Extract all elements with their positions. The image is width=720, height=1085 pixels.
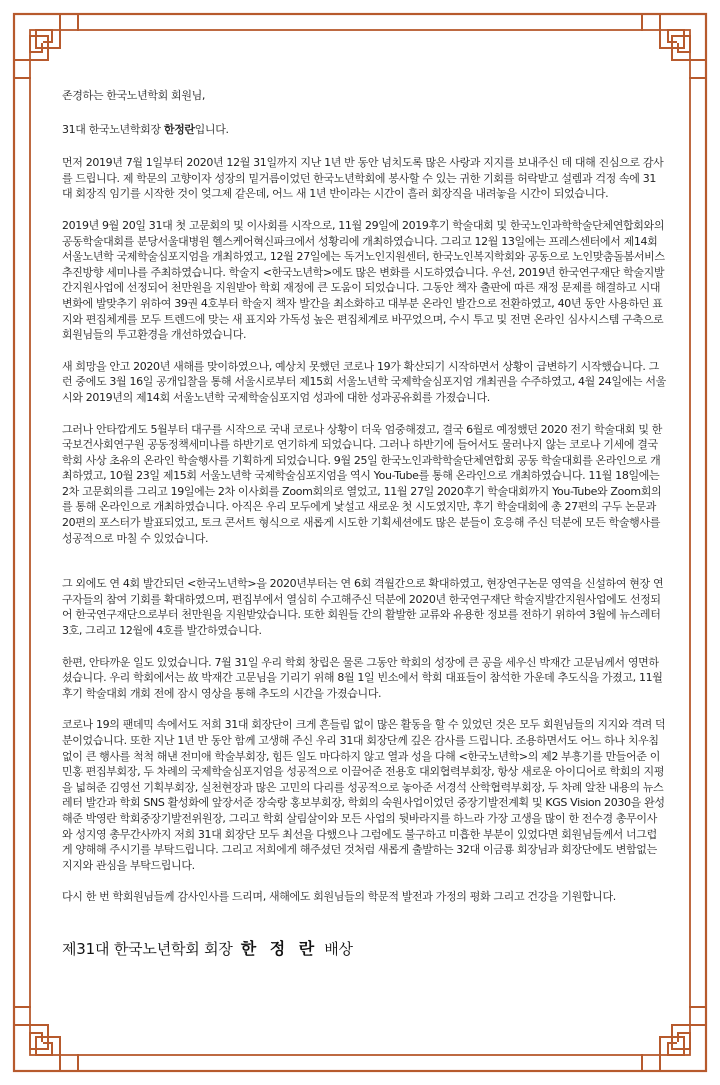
paragraph-3: 새 희망을 안고 2020년 새해를 맞이하였으나, 예상치 못했던 코로나 19가 확산되기 시작하면서 상황이 급변하기 시작했습니다. 그런 중에도 3월 16일 공개입찰을 통해 서울시로부터 제15회 서울노년학 국제학술심포지엄 개최권을 수주하였고, 4월 24일에는 서울시와 2019년의 제14회 서울노년학 국제학술심포지엄 성과에 대한 성과공유회를 가졌습니다.: [62, 359, 666, 404]
paragraph-1: 먼저 2019년 7월 1일부터 2020년 12월 31일까지 지난 1년 반 동안 넘치도록 많은 사랑과 지지를 보내주신 데 대해 진심으로 감사를 드립니다. 제 학문의 고향이자 성장의 밑거름이었던 한국노년학회에 봉사할 수 있는 귀한 기회를 허락받고 설렘과 걱정 속에 31대 회장직 임기를 시작한 것이 엊그제 같은데, 어느 새 1년 반이라는 시간이 흘러 회장직을 내려놓을 시간이 되었습니다.: [62, 156, 664, 201]
signature-name: 한 정 란: [240, 938, 319, 958]
corner-ornament-top-right: [642, 14, 706, 78]
closing-line: 다시 한 번 학회원님들께 감사인사를 드리며, 새해에도 회원님들의 학문적 발전과 가정의 평화 그리고 건강을 기원합니다.: [62, 890, 616, 904]
president-name: 한정란: [163, 122, 195, 136]
paragraph-5: 그 외에도 연 4회 발간되던 <한국노년학>을 2020년부터는 연 6회 격월간으로 확대하였고, 현장연구논문 영역을 신설하여 현장 연구자들의 참여 기회를 확대하였으며, 편집부에서 열심히 수고해주신 덕분에 2020년 한국연구재단 학술지발간지원사업에도 선정되어 한국연구재단으로부터 천만원을 지원받았습니다. 또한 회원들 간의 활발한 교류와 유용한 정보를 전하기 위하여 3월에 뉴스레터 3호, 그리고 12월에 4호를 발간하였습니다.: [62, 577, 664, 638]
paragraph-7: 코로나 19의 팬데믹 속에서도 저희 31대 회장단이 크게 흔들림 없이 많은 활동을 할 수 있었던 것은 모두 회원님들의 지지와 격려 덕분이었습니다. 또한 지난 1년 반 동안 함께 고생해 주신 우리 31대 회장단께 깊은 감사를 드립니다. 조용하면서도 어느 하나 치우침 없이 큰 행사를 척척 해낸 전미애 학술부회장, 힘든 일도 마다하지 않고 열과 성을 다해 <한국노년학>의 제2 부흥기를 만들어준 이민홍 편집부회장, 두 차례의 국제학술심포지엄을 성공적으로 이끌어준 전용호 대외협력부회장, 항상 새로운 아이디어로 학회의 지평을 넓혀준 김영선 기획부회장, 실천현장과 많은 고민의 다리를 성공적으로 놓아준 서경석 산학협력부회장, 두 차례 알찬 내용의 뉴스레터 발간과 학회 SNS 활성화에 앞장서준 장숙랑 홍보부회장, 학회의 숙원사업이었던 중장기발전계획 및 KGS Vision 2030을 완성해준 박영란 학회중장기발전위원장, 그리고 학회 살림살이와 모든 사업의 뒷바라지를 하느라 가장 고생을 많이 한 전수경 총무이사와 성지영 총무간사까지 저희 31대 회장단 모두 최선을 다했으나 그럼에도 불구하고 미흡한 부분이 있었다면 회원님들께서 너그럽게 양해해 주시기를 부탁드립니다. 그리고 저희에게 해주셨던 것처럼 새롭게 출발하는 32대 이금룡 회장님과 회장단에도 변함없는 지지와 관심을 부탁드립니다.: [62, 718, 666, 872]
corner-ornament-bottom-left: [14, 1007, 78, 1071]
signature-title: 제31대 한국노년학회 회장: [62, 939, 233, 958]
paragraph-2: 2019년 9월 20일 31대 첫 고문회의 및 이사회를 시작으로, 11월 29일에 2019후기 학술대회 및 한국노인과학학술단체연합회와의 공동학술대회를 분당서울대병원 헬스케어혁신파크에서 성황리에 개최하였습니다. 그리고 12월 13일에는 프레스센터에서 제14회 서울노년학 국제학술심포지엄을 개최하였고, 12월 27일에는 독거노인지원센터, 한국노인복지학회와 공동으로 노인맞춤돌봄서비스 추진방향 세미나를 주최하였습니다. 학술지 <한국노년학>에도 많은 변화를 시도하였습니다. 우선, 2019년 한국연구재단 학술지발간지원사업에 선정되어 천만원을 지원받아 학회 재정에 큰 도움이 되었습니다. 그동안 책자 출판에 따른 재정 문제를 해결하고 시대 변화에 발맞추기 위하여 39권 4호부터 학술지 책자 발간을 최소화하고 대부분 온라인 발간으로 전환하였고, 40년 동안 사용하던 표지와 편집체계를 모두 트렌드에 맞는 새 표지와 가독성 높은 편집체계로 바꾸었으며, 수시 투고 및 전면 온라인 심사시스템 구축으로 회원님들의 투고환경을 개선하였습니다.: [62, 218, 665, 342]
corner-ornament-top-left: [14, 14, 78, 78]
corner-ornament-bottom-right: [642, 1007, 706, 1071]
intro-suffix: 입니다.: [194, 122, 229, 136]
paragraph-4: 그러나 안타깝게도 5월부터 대구를 시작으로 국내 코로나 상황이 더욱 엄중해졌고, 결국 6월로 예정했던 2020 전기 학술대회 및 한국보건사회연구원 공동정책세미나를 하반기로 연기하게 되었습니다. 그러나 하반기에 들어서도 물러나지 않는 코로나 기세에 결국 학회 사상 초유의 온라인 학술행사를 기획하게 되었습니다. 9월 25일 한국노인과학학술단체연합회 공동 학술대회를 온라인으로 개최하였고, 10월 23일 제15회 서울노년학 국제학술심포지엄을 역시 You-Tube를 통해 온라인으로 개최하였습니다. 11월 18일에는 2차 고문회의를 그리고 19일에는 2차 이사회를 Zoom회의로 열었고, 11월 27일 2020후기 학술대회까지 You-Tube와 Zoom회의를 통해 온라인으로 개최하였습니다. 아직은 우리 모두에게 낯설고 새로운 첫 시도였지만, 후기 학술대회에 총 27편의 구두 논문과 20편의 포스터가 발표되었고, 토크 콘서트 형식으로 새롭게 시도한 기획세션에도 많은 분들이 호응해 주신 덕분에 모든 학술행사를 성공적으로 마칠 수 있었습니다.: [62, 422, 663, 545]
letter-body: [62, 88, 666, 959]
signature: [62, 939, 666, 959]
paragraph-6: 한편, 안타까운 일도 있었습니다. 7월 31일 우리 학회 창립은 물론 그동안 학회의 성장에 큰 공을 세우신 박재간 고문님께서 영면하셨습니다. 우리 학회에서는 故 박재간 고문님을 기리기 위해 8월 1일 빈소에서 학회 대표들이 참석한 가운데 추도식을 가졌고, 11월 후기 학술대회 개회 전에 잠시 영상을 통해 추도의 시간을 가졌습니다.: [62, 655, 663, 700]
intro-prefix: 31대 한국노년학회장: [62, 122, 164, 136]
intro-line: [62, 122, 666, 138]
signature-suffix: 배상: [324, 939, 353, 958]
greeting: 존경하는 한국노년학회 회원님,: [62, 89, 206, 102]
